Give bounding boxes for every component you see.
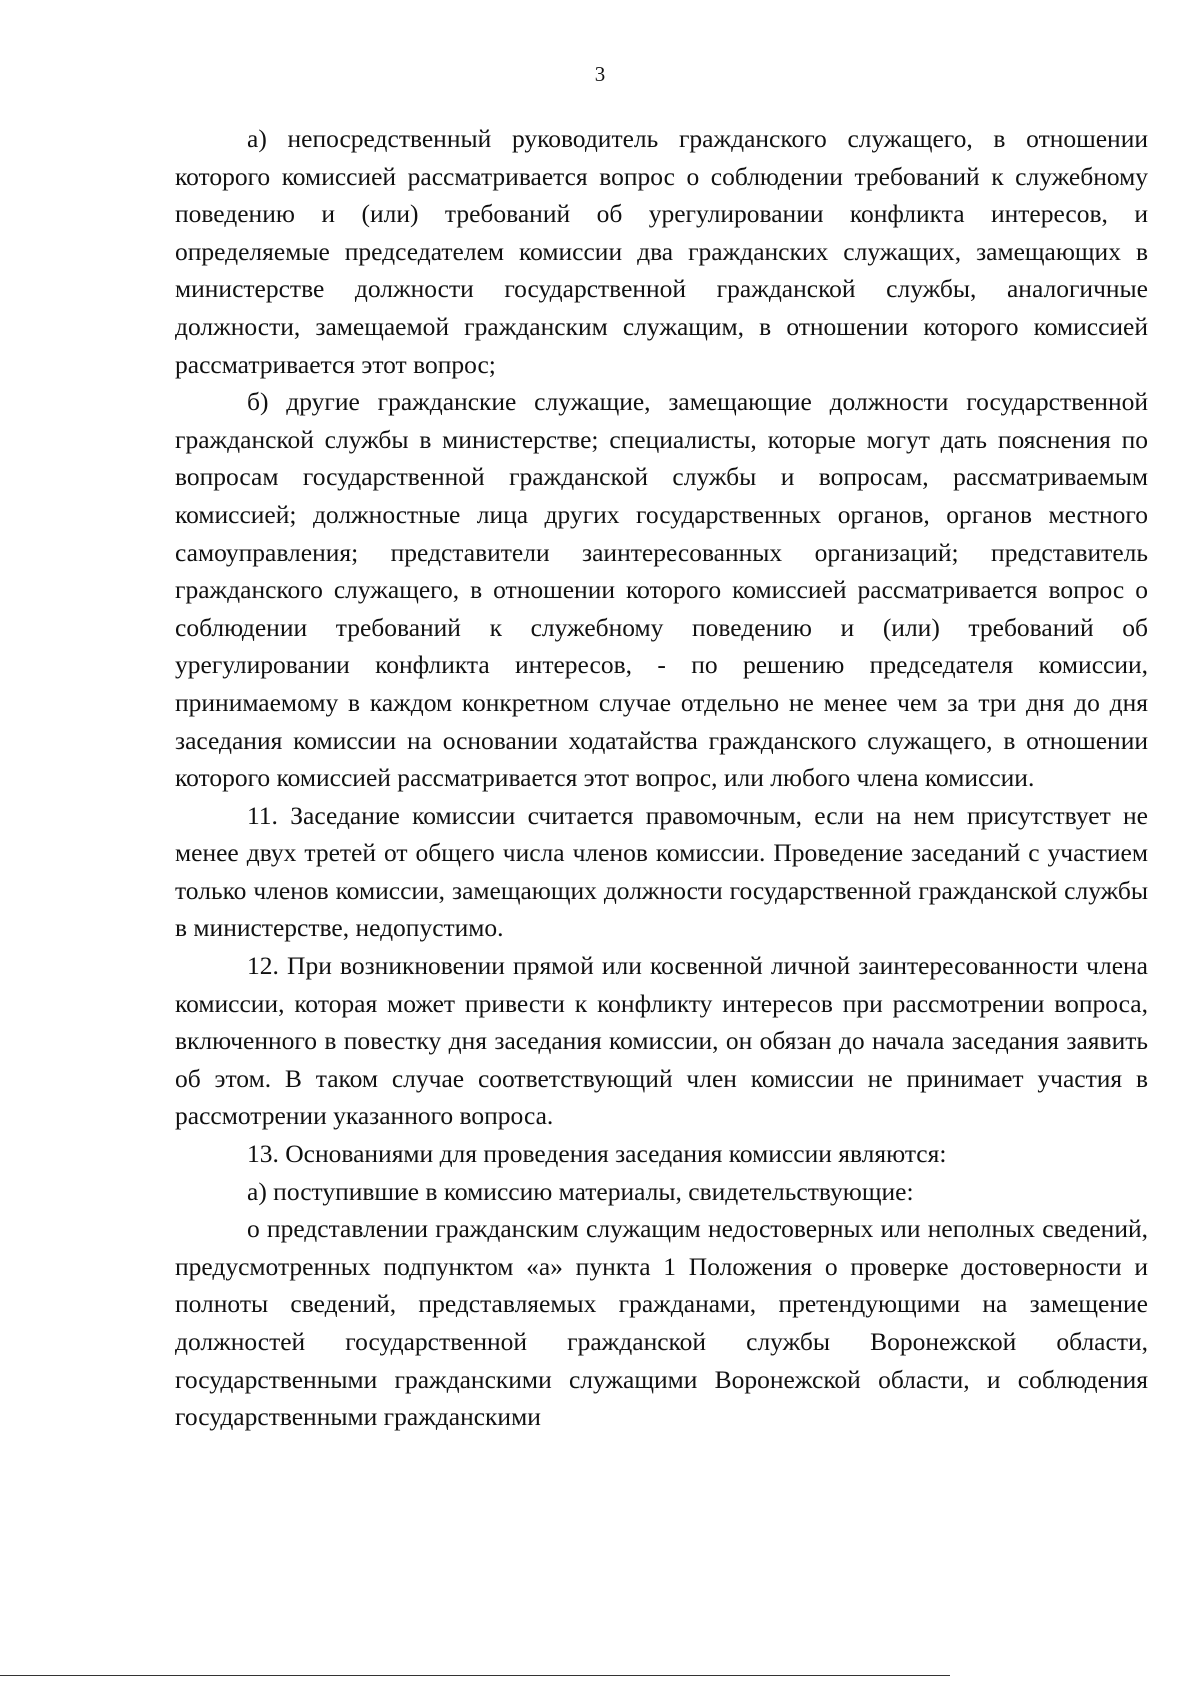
paragraph-a-direct-supervisor: а) непосредственный руководитель гражданского служащего, в отношении которого комиссией рассматривается вопрос о соблюдении требований к служебному поведению и (или) требований об урегулировании конфликта интересов, и определяемые председателем комиссии два гражданских служащих, замещающих в министерстве должности государственной гражданской службы, аналогичные должности, замещаемой гражданским служащим, в отношении которого комиссией рассматривается этот вопрос; xyxy=(175,124,1148,379)
paragraph-13-grounds: 13. Основаниями для проведения заседания комиссии являются: xyxy=(247,1139,947,1169)
document-body xyxy=(175,120,1148,1436)
paragraph-11-quorum: 11. Заседание комиссии считается правомочным, если на нем присутствует не менее двух третей от общего числа членов комиссии. Проведение заседаний с участием только членов комиссии, замещающих должности государственной гражданской службы в министерстве, недопустимо. xyxy=(175,800,1148,943)
paragraph-b-other-participants: б) другие гражданские служащие, замещающие должности государственной гражданской службы в министерстве; специалисты, которые могут дать пояснения по вопросам государственной гражданской службы и вопросам, рассматриваемым комиссией; должностные лица других государственных органов, органов местного самоуправления; представители заинтересованных организаций; представитель гражданского служащего, в отношении которого комиссией рассматривается вопрос о соблюдении требований к служебному поведению и (или) требований об урегулировании конфликта интересов, - по решению председателя комиссии, принимаемому в каждом конкретном случае отдельно не менее чем за три дня до дня заседания комиссии на основании ходатайства гражданского служащего, в отношении которого комиссией рассматривается этот вопрос, или любого члена комиссии. xyxy=(175,387,1148,793)
paragraph-12-conflict-of-interest: 12. При возникновении прямой или косвенной личной заинтересованности члена комиссии, которая может привести к конфликту интересов при рассмотрении вопроса, включенного в повестку дня заседания комиссии, он обязан до начала заседания заявить об этом. В таком случае соответствующий член комиссии не принимает участия в рассмотрении указанного вопроса. xyxy=(175,951,1148,1131)
paragraph-13a-materials: а) поступившие в комиссию материалы, свидетельствующие: xyxy=(247,1176,914,1206)
page-number: 3 xyxy=(594,62,606,86)
page-bottom-rule xyxy=(0,1675,950,1676)
paragraph-false-information: о представлении гражданским служащим недостоверных или неполных сведений, предусмотренных подпунктом «а» пункта 1 Положения о проверке достоверности и полноты сведений, представляемых гражданами, претендующими на замещение должностей государственной гражданской службы Воронежской области, государственными гражданскими служащими Воронежской области, и соблюдения государственными гражданскими xyxy=(175,1214,1148,1432)
